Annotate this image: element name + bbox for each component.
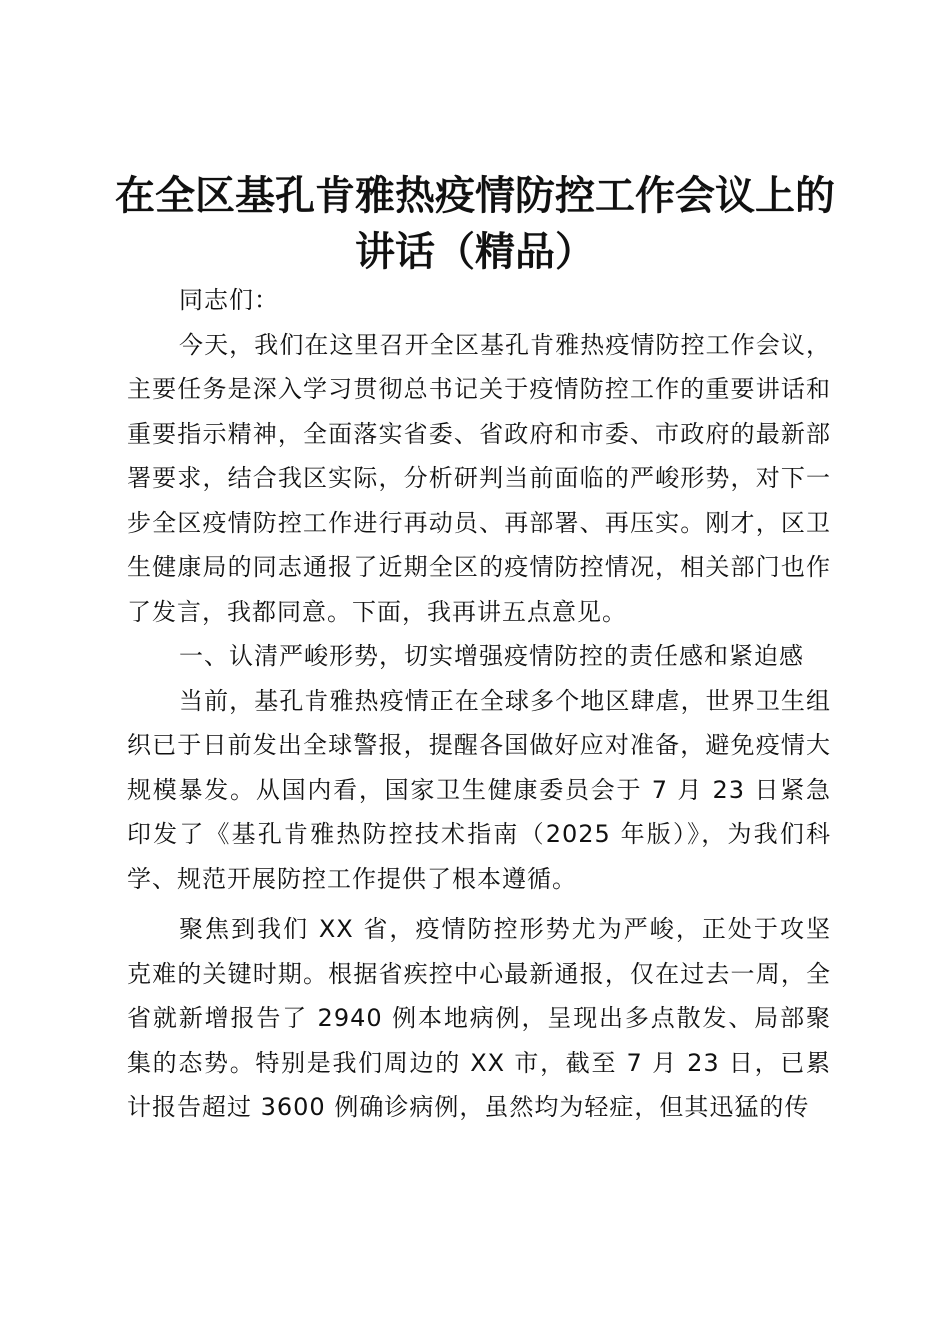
salutation: 同志们： — [179, 286, 279, 314]
paragraph-province-situation: 聚焦到我们 XX 省，疫情防控形势尤为严峻，正处于攻坚克难的关键时期。根据省疾控中心最新通报，仅在过去一周，全省就新增报告了 2940 例本地病例，呈现出多点散发、局部聚集的态势。特别是我们周边的 XX 市，截至 7 月 23 日，已累计报告超过 3600 例确诊病例，虽然均为轻症，但其迅猛的传 — [127, 915, 831, 1121]
paragraph-global-situation: 当前，基孔肯雅热疫情正在全球多个地区肆虐，世界卫生组织已于日前发出全球警报，提醒各国做好应对准备，避免疫情大规模暴发。从国内看，国家卫生健康委员会于 7 月 23 日紧急印发了《基孔肯雅热防控技术指南（2025 年版）》，为我们科学、规范开展防控工作提供了根本遵循。 — [127, 686, 831, 893]
section-heading-1: 一、认清严峻形势，切实增强疫情防控的责任感和紧迫感 — [179, 642, 804, 670]
document-title: 在全区基孔肯雅热疫情防控工作会议上的讲话（精品） — [115, 173, 835, 275]
document-body — [127, 278, 831, 1130]
paragraph-opening: 今天，我们在这里召开全区基孔肯雅热疫情防控工作会议，主要任务是深入学习贯彻总书记关于疫情防控工作的重要讲话和重要指示精神，全面落实省委、省政府和市委、市政府的最新部署要求，结合我区实际，分析研判当前面临的严峻形势，对下一步全区疫情防控工作进行再动员、再部署、再压实。刚才，区卫生健康局的同志通报了近期全区的疫情防控情况，相关部门也作了发言，我都同意。下面，我再讲五点意见。 — [127, 330, 831, 626]
